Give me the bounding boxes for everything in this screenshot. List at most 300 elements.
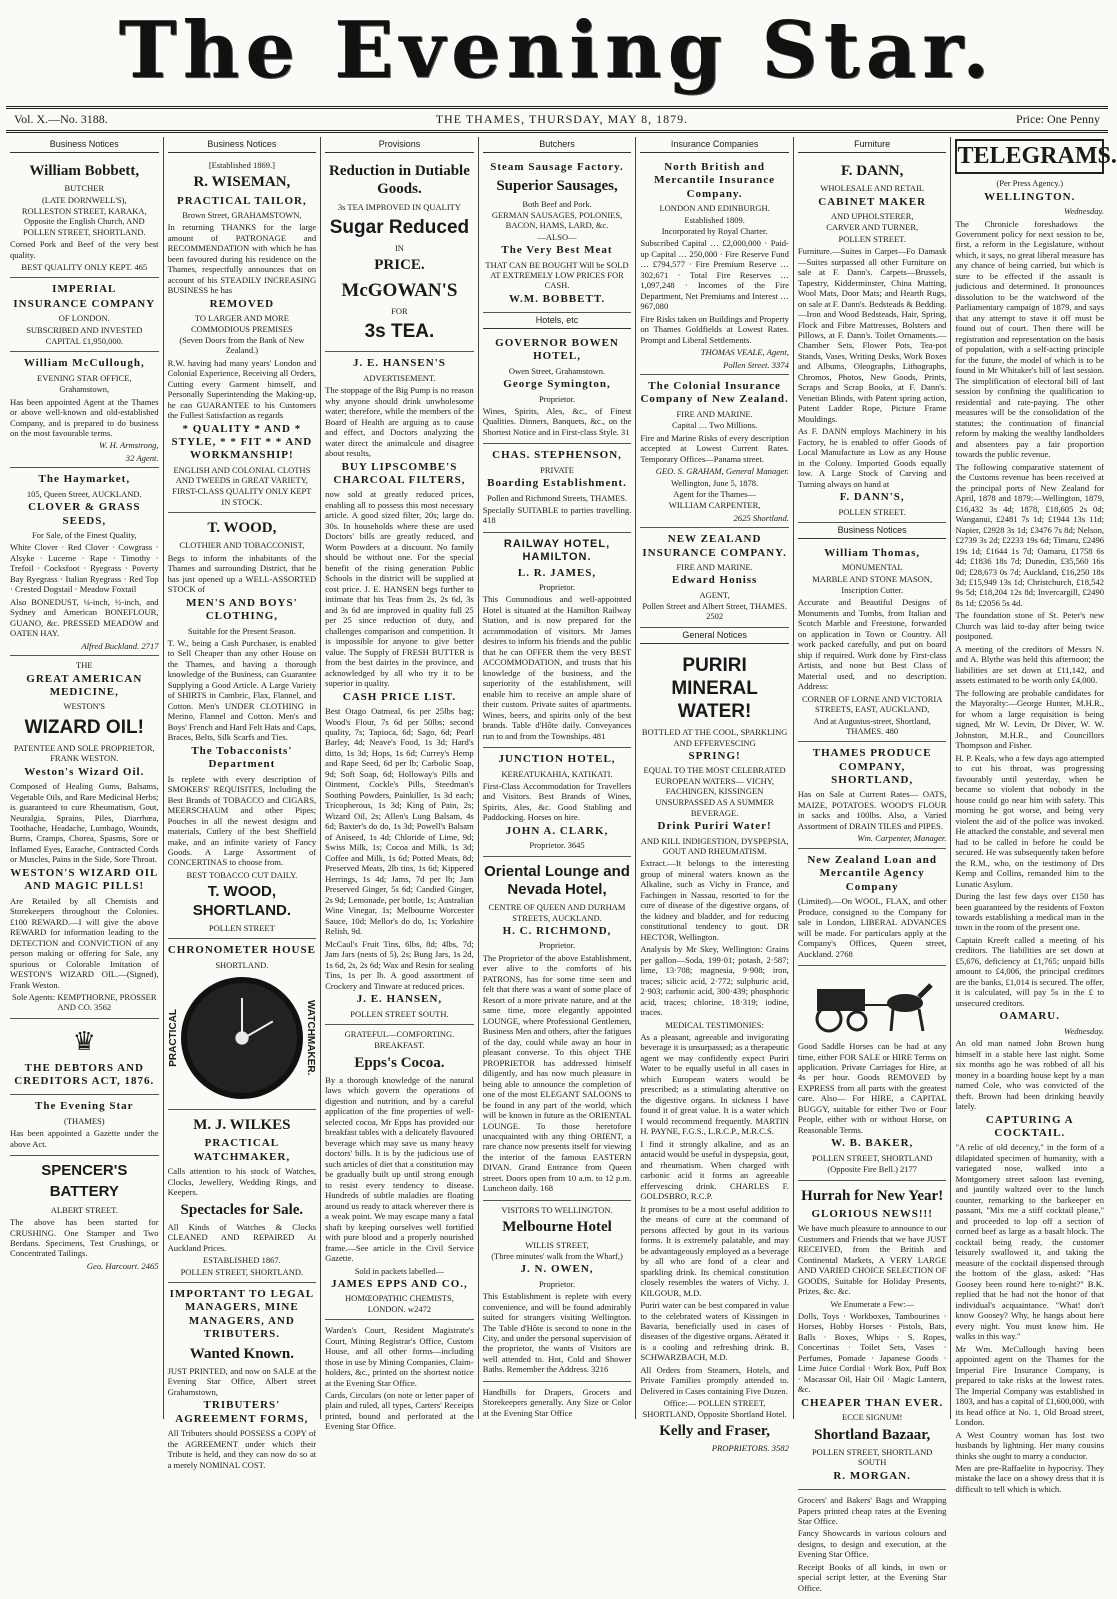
ad-proprietor: George Symington, xyxy=(503,378,611,391)
ad-footer: FIRST-CLASS QUALITY ONLY KEPT IN STOCK. xyxy=(172,486,312,507)
ad-body: All Orders from Steamers, Hotels, and Private Families promptly attended to. Delivered in Cases containing Five Dozen. xyxy=(640,1364,789,1396)
ad-heading: GLORIOUS NEWS!!! xyxy=(811,1207,933,1220)
ad-body: Begs to inform the inhabitants of the Thames and surrounding District, that he has just opened up a WELL-ASSORTED STOCK of xyxy=(167,552,317,595)
ad-heading: William Bobbett, xyxy=(29,162,140,179)
ad-subheading: LONDON AND EDINBURGH. xyxy=(659,203,770,214)
ad-body: First-Class Accommodation for Travellers and Visitors. Best Brands of Wines, Spirits, Ales, &c. Good Stabling and Paddocking. Horses on hire. xyxy=(482,780,632,823)
ad-body: All Kinds of Watches & Clocks CLEANED AND REPAIRED At Auckland Prices. xyxy=(167,1221,317,1253)
ad-subheading: BUTCHER xyxy=(64,183,105,194)
ad-body: Has been appointed a Gazette under the above Act. xyxy=(10,1128,159,1149)
ad-signature: PROPRIETORS. 3582 xyxy=(711,1443,789,1454)
ad-heading: Reduction in Dutiable Goods. xyxy=(329,162,470,198)
ad-nz-loan-mercantile xyxy=(798,849,947,966)
masthead xyxy=(6,0,1108,100)
ad-body: Has on Sale at Current Rates— OATS, MAIZE, POTATOES. WOOD'S FLOUR in sacks and 100lbs. Also, a Varied Assortment of DRAIN TILES and PIPES. xyxy=(797,789,947,831)
ad-melbourne-hotel xyxy=(483,1201,632,1382)
ad-body: Good Saddle Horses can be had at any time, either FOR SALE or HIRE Terms on application. Private Carriages for Hire, at 4s per hour. Goods REMOVED by EXPRESS from all parts with the greatest care. Also— For HIRE, a CAPITAL BUGGY, suitable for either Two or Four People, either with or without Horse, on Reasonable Terms. xyxy=(797,1041,947,1135)
ad-address: Pollen and Richmond Streets, THAMES. xyxy=(486,492,628,503)
news-paragraph: The foundation stone of St. Peter's new Church was laid to-day after being twice postponed. xyxy=(955,610,1105,642)
ad-signature: JAMES EPPS AND CO., xyxy=(331,1277,468,1290)
ad-thames-produce-company xyxy=(798,742,947,849)
ad-subheading: Suitable for the Present Season. xyxy=(187,625,296,636)
ad-headline: CABINET MAKER xyxy=(818,195,927,208)
ad-address: 105, Queen Street, AUCKLAND. xyxy=(26,488,142,499)
ad-address: Brown Street, GRAHAMSTOWN, xyxy=(182,210,302,221)
ad-governor-bowen-hotel xyxy=(483,332,632,444)
ad-body: By a thorough knowledge of the natural laws which govern the operations of digestion and nutrition, and by a careful application of the fine properties of well-selected cocoa, Mr Epps has provided our breakfast tables with a delicately flavoured beverage which may save us many heavy doctors' bills. It is by the judicious use of such articles of diet that a constitution may be gradually built up until strong enough to resist every tendency to disease. Hundreds of subtle maladies are floating around us ready to attack wherever there is a weak point. We may escape many a fatal shaft by keeping ourselves well fortified with pure blood and a properly nourished frame.—See article in the Civil Service Gazette. xyxy=(325,1074,474,1264)
volume-number: Vol. X.—No. 3188. xyxy=(14,112,108,126)
ad-text: (Three minutes' walk from the Wharf,) xyxy=(491,1250,623,1261)
ad-headline: Wanted Known. xyxy=(189,1345,294,1362)
news-paragraph: An old man named John Brown hung himself in a stable here last night. Some six months ago he was robbed of all his money in a boarding house kept by a man named Cole, who was convicted of the theft. Brown had been drinking heavily lately. xyxy=(955,1038,1105,1112)
ad-signature: Alfred Buckland. 2717 xyxy=(81,640,159,651)
ad-headline: Boarding Establishment. xyxy=(487,477,627,490)
ad-address: POLLEN STREET SOUTH. xyxy=(350,1008,449,1019)
ad-heading: The Haymarket, xyxy=(38,473,131,486)
ad-heading: RAILWAY HOTEL, HAMILTON. xyxy=(503,537,611,564)
section-header: General Notices xyxy=(640,628,789,644)
ad-body: Specially SUITABLE to parties travelling. 418 xyxy=(482,504,632,526)
news-paragraph: During the last few days over £150 has been guaranteed by the residents of Foxton towards establishing a medical man in the town in the room of the present one. xyxy=(955,891,1105,933)
ad-heading: Oriental Lounge and Nevada Hotel, xyxy=(484,862,630,898)
ad-subheading: WHOLESALE AND RETAIL xyxy=(820,183,925,194)
ad-signature: R. MORGAN. xyxy=(833,1469,911,1482)
ad-heading: William McCullough, xyxy=(23,357,145,370)
ad-text: PRICE. xyxy=(374,257,425,274)
news-paragraph: Men are pre-Raffaelite in hypocrisy. They mistake the lace on a showy dress that it is difficult to tell which is which. xyxy=(955,1462,1105,1494)
ad-signature: Wm. Carpenter, Manager. xyxy=(857,833,947,844)
place-date: THE THAMES, THURSDAY, MAY 8, 1879. xyxy=(435,112,689,126)
ad-body: Fire and Marine Risks of every description accepted at Lowest Current Rates. Temporary Offices—Panama street. xyxy=(640,432,789,464)
ad-railway-hotel xyxy=(483,533,632,748)
dispatch-day: Wednesday. xyxy=(1064,1025,1105,1036)
ad-text: Agent for the Thames— xyxy=(673,488,756,499)
ad-text: Capital … Two Millions. xyxy=(672,420,758,431)
ad-text: EQUAL TO THE MOST CELEBRATED EUROPEAN WATERS— VICHY, FACHINGEN, KISSINGEN xyxy=(643,765,786,797)
ad-established: [Established 1869.] xyxy=(208,159,275,170)
ad-body: This Commodious and well-appointed Hotel is situated at the Hamilton Railway Station, and is now prepared for the accommodation of visitors. Mr James desires to inform his friends and the public that he can OFFER them the very BEST ACCOMMODATION, and trusts that his knowledge of the business, and the superiority of the establishment, will enable him to receive an ample share of their custom. Private suites of apartments. Wines, beers, and spirits only of the best brands. Table d'Hôte daily. Conveyances run to and from the Townships. 481 xyxy=(482,594,632,741)
article-heading: CAPTURING A COCKTAIL. xyxy=(985,1113,1074,1140)
ad-subheading: For Sale, of the Finest Quality, xyxy=(32,530,137,541)
ad-body: Corned Pork and Beef of the very best quality. xyxy=(10,239,159,260)
columns xyxy=(6,137,1117,1593)
ad-heading: CHAS. STEPHENSON, xyxy=(492,449,622,462)
ad-heading: GOVERNOR BOWEN HOTEL, xyxy=(495,336,619,363)
ad-headline: 3s TEA. xyxy=(364,321,435,343)
ad-text: (LATE DORNWELL'S), xyxy=(41,194,127,205)
ad-body: Extract.—It belongs to the interesting group of mineral waters known as the Alkaline, such as Vichy in France, and Fachingen in Nassau, resorted to for the cure of disease of the digestive organs, of the kidney and bladder, and for reducing constitutional tendency to gout. DR HECTOR, Wellington. xyxy=(640,858,789,942)
ad-address: CORNER OF LORNE AND VICTORIA STREETS, EAST, AUCKLAND, xyxy=(801,693,943,715)
ad-westons-wizard-oil xyxy=(10,656,159,1019)
ad-body: Has been appointed Agent at the Thames or above well-known and old-established Company, and is prepared to do business on the most favourable terms. xyxy=(10,396,159,438)
ad-proprietor: H. C. RICHMOND, xyxy=(502,925,612,937)
ad-kicker: THE xyxy=(76,660,93,671)
ad-address: ALBERT STREET. xyxy=(50,1204,118,1215)
ad-heading: R. WISEMAN, xyxy=(193,174,291,191)
ad-banner: T. WOOD, SHORTLAND. xyxy=(192,883,292,919)
ad-wiseman-tailor xyxy=(168,156,317,513)
ad-subheading: PRACTICAL WATCHMAKER, xyxy=(193,1137,291,1163)
ad-signature: Pollen Street. 3374 xyxy=(723,359,789,370)
ad-headline: Spectacles for Sale. xyxy=(180,1201,304,1218)
ad-address: Pollen Street and Albert Street, THAMES. 2502 xyxy=(642,601,787,622)
ad-subheading: MARBLE AND STONE MASON, xyxy=(812,573,933,584)
ad-text: AND UPHOLSTERER, xyxy=(830,211,914,222)
ad-text: Proprietor. xyxy=(538,393,576,404)
news-paragraph: A meeting of the creditors of Messrs N. and A. Blythe was held this afternoon; the liabilities are set down at £11,142, and assets estimated to be worth only £4,000. xyxy=(955,643,1105,686)
column-business-notices-2 xyxy=(163,137,321,1470)
ad-established: Established 1809. xyxy=(684,214,745,225)
ad-north-british-insurance xyxy=(640,156,789,375)
ad-text: GERMAN SAUSAGES, POLONIES, BACON, HAMS, LARD, &c. xyxy=(491,210,623,231)
ad-signature: W. B. BAKER, xyxy=(831,1137,914,1150)
ad-spencers-battery xyxy=(10,1156,159,1275)
dateline xyxy=(6,106,1108,133)
ad-haymarket-seeds xyxy=(10,468,159,656)
dispatch-place: OAMARU. xyxy=(999,1010,1060,1023)
dispatch-day: Wednesday. xyxy=(1064,206,1105,217)
ad-body: All Tributers should POSSESS a COPY of the AGREEMENT under which their Tribute is held, and they can now do so at a merely NOMINAL COST. xyxy=(167,1428,317,1470)
ad-headline: TRIBUTERS' AGREEMENT FORMS, xyxy=(175,1399,309,1425)
ad-body: The Proprietor of the above Establishment, ever alive to the comforts of his PATRONS, has for some time seen and felt that there was a want of some place of Resort of a more private nature, and at the same time, more elegantly appointed LOUNGE, where Professional Gentlemen, Business Men and others, after the fatigues of the day, could while away an hour in pleasant converse. To this object THE PROPRIETOR has addressed himself diligently, and has now much pleasure in being able to announce the completion of one of the most ELEGANT SALOONS to be found in any part of the world, which will be known in future as the ORIENTAL LOUNGE. To those heretofore unacquainted with any thing ORIENT, a rare chance now presents itself for viewing the interior of the famous EASTERN DIVAN. Grand Entrance from Queen street. Doors open from 10 a.m. to 12 p.m. Luncheon daily. 168 xyxy=(482,952,632,1194)
ad-text: Sold in packets labelled— xyxy=(354,1265,445,1276)
ad-text: Wellington, June 5, 1878. xyxy=(671,477,759,488)
clock-icon xyxy=(181,977,303,1099)
ad-text: 3s TEA IMPROVED IN QUALITY xyxy=(337,201,461,212)
ad-heading: SPENCER'S xyxy=(41,1162,128,1180)
ad-body: Also BONEDUST, ¼-inch, ½-inch, and Sydney and American BONEFLOUR, GUANO, &c. PRESSED MEADOW and OATEN HAY. xyxy=(10,596,159,639)
ad-kicker: GRATEFUL—COMFORTING. xyxy=(344,1028,455,1039)
news-paragraph: Mr Wm. McCullough having been appointed agent on the Thames for the Imperial Fire Insurance Company, is prepared to take risks at the lowest rates. The Imperial Company was established in 1803, and has a capital of £1,600,000, with its head office at No. 1, Old Broad street, London. xyxy=(955,1343,1105,1428)
ad-subheading: WESTON'S xyxy=(63,701,106,712)
ad-subheading: ADVERTISEMENT. xyxy=(363,372,436,383)
ad-headline: SPRING! xyxy=(688,749,741,762)
ad-headline: McGOWAN'S xyxy=(341,279,458,301)
ad-subheading: BREAKFAST. xyxy=(374,1040,425,1051)
news-paragraph: The following are probable candidates for the Mayoralty:—George Hunter, M.H.R., for whom a large requisition is being signed, Mr W. Levin, Dr Diver, W. W. Johnston, M.H.R., and Councillors Thompson and Fisher. xyxy=(955,687,1105,751)
ad-address: Office:— POLLEN STREET, SHORTLAND, Opposite Shortland Hotel. xyxy=(642,1398,787,1419)
ad-steam-sausage-factory xyxy=(483,156,632,313)
ad-text: Proprietor. xyxy=(538,1278,576,1289)
ad-heading: IMPERIAL xyxy=(52,282,117,295)
ad-headline: BUY LIPSCOMBE'S CHARCOAL FILTERS, xyxy=(333,460,466,487)
ad-subheading: MEDICAL TESTIMONIES: xyxy=(665,1019,764,1030)
ad-established: ESTABLISHED 1867. xyxy=(203,1255,281,1266)
section-header: Provisions xyxy=(325,137,474,153)
ad-body: now sold at greatly reduced prices, enabling all to possess this most necessary article. A good sized filter, 20s; large do. 30s. In households where these are used Doctors' bills are greatly reduced, and Worm Powders at a discount. No family should be without one. For the special benefit of the rising generation Public Schools in the district will be supplied at cost price. J. E. HANSEN begs further to intimate that his Teas from 2s, 2s 6d, 3s and 3s 6d are improved in quality full 25 per 25 since reduction of duty, and challenges comparison and competition. It is impossible for anyone to give better value. The Supply of FRESH BUTTER is from the best dairies in the province, and acknowledged by all who try it to be superior in quality. xyxy=(325,489,474,689)
ad-subheading: MONUMENTAL xyxy=(841,562,903,573)
ad-body: We have much pleasure to announce to our Customers and Friends that we have JUST RECEIVED, from the British and Continental Markets, A VERY LARGE AND VARIED CHOICE SELECTION OF GOODS, Suitable for Holiday Presents, Prizes, &c. &c. xyxy=(797,1223,947,1297)
ad-text: BEST TOBACCO CUT DAILY. xyxy=(186,869,298,880)
ad-wood-clothier xyxy=(168,513,317,939)
ad-hansen-advertisement xyxy=(325,352,474,1024)
ad-heading: William Thomas, xyxy=(824,546,921,559)
ad-subheading: PRIVATE xyxy=(540,464,574,475)
ad-body: Handbills for Drapers, Grocers and Storekeepers generally. Any Size or Color at the Evening Star Office xyxy=(482,1386,632,1418)
ad-heading: M. J. WILKES xyxy=(193,1117,291,1134)
section-header: Insurance Companies xyxy=(640,137,789,153)
ad-signature: J. E. HANSEN, xyxy=(356,993,443,1006)
ad-text: CARVER AND TURNER, xyxy=(826,222,919,233)
ad-figures: Subscribed Capital … £2,000,000 · Paid-up Capital … 250,000 · Fire Reserve Fund … £794,577 · Fire Premium Reserve … 302,671 · Total Fire Reserves … 1,097,248 · Incomes of the Fire Department, Net Premiums and Interest … 967,080 xyxy=(640,238,789,312)
ad-heading: GREAT AMERICAN MEDICINE, xyxy=(26,672,143,698)
ad-heading: Epps's Cocoa. xyxy=(354,1054,445,1071)
ad-mccullough-agent xyxy=(10,352,159,468)
ad-body: As F. DANN employs Machinery in his Factory, he is enabled to offer Goods of Local Manufacture as Low as any House in the Colony. Imported Goods equally low. A Large Stock of Carving and Turning always on hand at xyxy=(797,426,947,489)
section-header: Hotels, etc xyxy=(483,313,632,329)
ad-analysis: Analysis by Mr Skey, Wellington: Grains per gallon—Soda, 199·01; potash, 2·587; lime, 13·708; magnesia, 9·908; iron, traces; silicic acid, 2·772; sulphuric acid, 2·903; carbonic acid, 300·439; phosphoric acid, traces; chlorine, 18·319; iodine, traces. xyxy=(640,944,789,1018)
side-label-right: WATCHMAKER. xyxy=(305,1000,317,1076)
ad-headline: REMOVED xyxy=(209,297,275,310)
dispatch-place: WELLINGTON. xyxy=(984,190,1076,203)
ad-heading: J. E. HANSEN'S xyxy=(353,357,446,370)
ad-proprietor: L. R. JAMES, xyxy=(517,566,597,579)
ad-body: Is replete with every description of SMOKERS' REQUISITES, Including the Best Brands of TOBACCO and CIGARS, MEERSCHAUM and other Pipes; Pouches in all the newest designs and materials, Cutlery of the best Sheffield make, and an infinite variety of Fancy Goods. A Large Assortment of CONCERTINAS to choose from. xyxy=(167,773,317,868)
ad-text: THAT CAN BE BOUGHT Will be SOLD AT EXTREMELY LOW PRICES FOR CASH. xyxy=(485,259,629,291)
ad-body: Composed of Healing Gums, Balsams, Vegetable Oils, and Rare Medicinal Herbs; is guaranteed to cure Rheumatism, Gout, Neuralgia, Sprains, Piles, Diarrhœa, Toothache, Headache, Lumbago, Wounds, Burns, Cramps, Chorea, Spasms, Sore or Inflamed Eyes, Earache, Contracted Cords or Muscles, Pains in the Side, Sore Throat. xyxy=(10,781,159,865)
ad-heading: North British and Mercantile Insurance Company. xyxy=(654,160,776,200)
ad-body: In returning THANKS for the large amount of PATRONAGE and RECOMMENDATION with which he has been favoured during his residence on the Thames, respectfully announces that on account of his STEADILY INCREASING BUSINESS he has xyxy=(167,222,317,296)
ad-signature: W.M. BOBBETT. xyxy=(508,292,606,305)
ad-list: White Clover · Red Clover · Cowgrass · Alsyke · Lucerne · Rape · Timothy · Trefoil · Cocksfoot · Ryegrass · Poverty Bay Ryegrass · Italian Ryegrass · Red Top · Crested Dogstail · Meadow Foxtail xyxy=(10,542,159,595)
ad-text: —ALSO— xyxy=(537,231,577,242)
ad-address: Owen Street, Grahamstown. xyxy=(508,365,606,376)
ad-body: Furniture.—Suites in Carpet—Fo Damask—Suites surpassed all other Furniture on sale at F. Dann's. Carpets—Brussels, Tapestry, Kidderminster, China Matting, Wool Mats, Door Mats; and Hearth Rugs, on sale at F. Dann's. Bedsteads & Bedding.—Iron and Wood Bedsteads, Hair, Spring, Flock and Fibre Mattresses, Bolsters and Pillows, at F. Dann's. Toilet Ornaments.—Chamber Sets, Flower Pots, Tea-pot Stands, Vases, Writing Desks, Work Boxes and Albums, Oleographs, Lithographs, Chromos, Photos, New Goods, Prints, Scraps and Scrap Books, at F. Dann's. Venetian Blinds, with Patent spring action, Patent Ladder Rope, Picture Frame Mouldings. xyxy=(797,246,947,424)
column-insurance-general xyxy=(635,137,793,1454)
ad-headline: Drink Puriri Water! xyxy=(657,820,772,833)
ad-imperial-insurance xyxy=(10,278,159,353)
ad-subheading: FIRE AND MARINE. xyxy=(676,408,753,419)
ad-motto: * QUALITY * AND * STYLE, * * FIT * * AND WORKMANSHIP! xyxy=(171,422,313,462)
ad-heading: NEW ZEALAND INSURANCE COMPANY. xyxy=(642,533,787,559)
ad-headline: Shortland Bazaar, xyxy=(814,1426,931,1443)
ad-body: Accurate and Beautiful Designs of Monuments and Tombs, from Italian and Scotch Marble and Freestone, forwarded on application in Town or Country. All work packed carefully, and put on board ship if required. Work done by First-class Artists, and none but Best Class of Material used, and no description. Address: xyxy=(797,597,947,692)
ad-heading: Kelly and Fraser, xyxy=(659,1423,770,1440)
ad-text: TO LARGER AND MORE COMMODIOUS PREMISES xyxy=(190,313,293,334)
ad-body: T. W., being a Cash Purchaser, is enabled to Sell Cheaper than any other House on the Thames, and having a thorough knowledge of the Business, can Guarantee Supplying a Good Article. A Large Variety of SHIRTS in Cambric, Flax, Flannel, and Cotton. Men's UNDER CLOTHING in Merino, Flannel and Cotton. Men's and Boys' French and Hard Felt Hats and Caps, Braces, Belts, Silk Scarfs and Ties. xyxy=(167,637,317,743)
section-header: Furniture xyxy=(798,137,947,153)
ad-signature: Geo. Harcourt. 2465 xyxy=(86,1260,159,1271)
column-provisions xyxy=(320,137,478,1432)
section-header: Butchers xyxy=(483,137,632,153)
ad-printing-notices xyxy=(798,1490,947,1599)
ad-body: Fire Risks taken on Buildings and Property on Thames Goldfields at Lowest Rates. Prompt and Liberal Settlements. xyxy=(640,313,789,345)
ad-body: McCaul's Fruit Tins, 6lbs, 8d; 4lbs, 7d; Jam Jars (nests of 5), 2s; Bung Jars, 1s 2d, 1s 6d, 2s, 2s 6d; Wax and Resin for sealing Tins, 1s per lb. A good assortment of Crockery and Tinware at reduced prices. xyxy=(325,938,474,991)
ad-heading: INSURANCE COMPANY xyxy=(13,297,156,310)
ad-address: ROLLESTON STREET, KARAKA, Opposite the English Church, AND POLLEN STREET, SHORTLAND. xyxy=(21,205,147,237)
ad-heading: BATTERY xyxy=(49,1183,119,1201)
ad-text: ENGLISH AND COLONIAL CLOTHS AND TWEEDS in GREAT VARIETY, xyxy=(173,464,311,486)
ad-subheading: Both Beef and Pork. xyxy=(522,198,592,209)
section-header: Business Notices xyxy=(10,137,159,153)
ad-subheading: BOTTLED AT THE COOL, SPARKLING AND EFFERVESCING xyxy=(641,727,788,748)
ad-subheading: CLOTHIER AND TOBACCONIST, xyxy=(179,540,305,551)
ad-body: As a pleasant, agreeable and invigorating beverage it is unsurpassed; as a therapeutic agent we may confidently expect Puriri Water to be equally useful in all cases in which European waters would be prescribed; as a stimulating alterative on the digestive organs. In sickness I have found it of great value. It is a water which I would recommend frequently. MARTIN H. PAYNE, F.G.S., L.R.C.P., M.R.C.S. xyxy=(640,1031,789,1137)
ad-headline: PURIRI MINERAL WATER! xyxy=(671,654,758,723)
ad-body: Puriri water can be best compared in value to the celebrated waters of Kissingen in Bavaria, beneficially used in cases of diseases of the digestive organs. Aërated it is a cooling and refreshing drink. B. SCHWARZBACH, M.D. xyxy=(640,1300,789,1363)
ad-proprietor: JOHN A. CLARK, xyxy=(505,824,609,837)
ad-headline: Superior Sausages, xyxy=(496,178,618,195)
ad-debtors-act xyxy=(10,1019,159,1096)
ad-junction-hotel xyxy=(483,748,632,856)
ad-heading: Melbourne Hotel xyxy=(502,1219,612,1236)
news-paragraph: A West Country woman has lost two husbands by lightning. Her many cousins thinks she ought to marry a conductor. xyxy=(955,1429,1105,1461)
ad-epps-cocoa xyxy=(325,1025,474,1320)
ad-text: WILLIAM CARPENTER, xyxy=(668,500,761,511)
ad-text: (Opposite Fire Bell.) 2177 xyxy=(827,1164,918,1175)
ad-mcgowans-tea xyxy=(325,156,474,352)
ad-body: Grocers' and Bakers' Bags and Wrapping Papers printed cheap rates at the Evening Star Office. xyxy=(797,1495,947,1526)
ad-text: CAPITAL £1,950,000. xyxy=(45,336,123,347)
news-paragraph: Captain Kreeft called a meeting of his creditors. The liabilities are set down at £5,676, deficiency at £1,765; unpaid bills amount to £4,006, the principal creditors are the banks, £1,014 is secured. The offer, it is calculated, will pay 5s in the £ to unsecured creditors. xyxy=(955,934,1105,1008)
ad-list: Dolls, Toys · Workboxes, Tambourines · Horses, Hobby Horses · Pistols, Bats, Balls · Boxes, Whips · S. Ropes, Concertinas · Toilet Sets, Vases · Perfumes, Pomade · Japanese Goods · Lime Juice Cordial · Work Box, Puff Box · Macassar Oil, Hair Oil · Magic Lantern, &c. xyxy=(797,1310,947,1395)
ad-heading: T. WOOD, xyxy=(207,520,277,537)
ad-signature: THOMAS VEALE, Agent, xyxy=(700,347,789,358)
section-header: Business Notices xyxy=(798,523,947,539)
ad-nz-insurance xyxy=(640,528,789,628)
horse-carriage-icon xyxy=(807,975,937,1035)
ad-bobbett-butcher xyxy=(10,156,159,278)
ad-headline: CASH PRICE LIST. xyxy=(342,690,457,703)
news-paragraph: "A relic of old decency," in the form of a dilapidated specimen of humanity, with a variegated nose, walked into a Montgomery street saloon last evening, and jauntily waltzed over to the lunch counter, remarking to the barkeeper en passant, "Mix me a stiff cocktail please," and proceeded to lop off a section of corned beef as large as a basalt block. The cocktail being ready, the customer leisurely swallowed it, and taking the measure of the cocktail dispensed through the bottom of the glass, asked: "Has Goosey been round here to-night?" B.K. replied that he had not the honor of that individual's acquaintance. "What! don't know Goosey? Why, he hangs about here every night. You must know him. He walks in this way." xyxy=(955,1142,1105,1342)
ad-wardens-court-forms xyxy=(325,1320,474,1438)
ad-text: CHEAPER THAN EVER. xyxy=(801,1396,944,1409)
ad-signature: 2625 Shortland. xyxy=(733,512,789,523)
ad-text: FOR xyxy=(391,305,408,316)
ad-subheading: FIRE AND MARINE. xyxy=(676,561,753,572)
ad-subheading: (THAMES) xyxy=(63,1115,105,1126)
ad-subheading: We Enumerate a Few:— xyxy=(830,1298,914,1309)
ad-address: POLLEN STREET, SHORTLAND. xyxy=(180,1266,304,1277)
ad-body: JUST PRINTED, and now on SALE at the Evening Star Office, Albert street Grahamstown, xyxy=(167,1366,317,1397)
newspaper-title: The Evening Star. xyxy=(118,4,996,96)
ad-text: Proprietor. 3645 xyxy=(529,840,585,851)
ad-text: SUBSCRIBED AND INVESTED xyxy=(26,324,143,335)
ad-text: IN xyxy=(394,243,404,254)
column-butchers-hotels xyxy=(478,137,636,1419)
ad-stephenson-boarding xyxy=(483,444,632,533)
ad-kicker: VISITORS TO WELLINGTON. xyxy=(501,1204,613,1215)
ad-shortland-bazaar xyxy=(798,1181,947,1491)
ad-headline: MEN'S AND BOYS' CLOTHING, xyxy=(186,596,298,623)
ad-wilkes-watchmaker xyxy=(168,1110,317,1283)
ad-body: Wines, Spirits, Ales, &c., of Finest Qualities. Dinners, Banquets, &c., on the Shortest Notice and in First-class Style. 31 xyxy=(482,405,632,437)
ad-text: Proprietor. xyxy=(538,940,576,951)
ad-text: Inscription Cutter. xyxy=(841,585,904,596)
ad-text: Proprietor. xyxy=(538,582,576,593)
news-paragraph: The following comparative statement of the Customs revenue has been received at the principal ports of New Zealand for April, 1878 and 1879:—Wellington, 1879, £16,432 3s 4d; 1878, £18,605 2s 0d; Wanganui, £2481 7s 1d; £1944 13s 11d; Napier, £2928 3s 1d; £3476 7s 8d; Nelson, £2739 3s 2d; £2233 19s 6d; Timaru, £2496 19s 1d; £1644 1s 7d; Oamaru, £1758 6s 4d; £1836 18s 7d; Dunedin, £35,560 16s 0d; £28,673 0s 7d; Auckland, £16,250 18s 3d; £15,949 13s 1d; Christchurch, £18,542 9s 5d; £18,204 12s 8d; Invercargill, £2490 8s 1d; £2056 5s 4d. xyxy=(955,461,1105,608)
ad-handbills xyxy=(483,1382,632,1424)
ad-address: WILLIS STREET, xyxy=(525,1239,589,1250)
ad-heading: THAMES PRODUCE COMPANY, SHORTLAND, xyxy=(812,747,932,787)
ad-banner-sub: POLLEN STREET xyxy=(208,922,275,933)
ad-heading: JUNCTION HOTEL, xyxy=(498,753,616,766)
news-paragraph: The Chronicle foreshadows the Government policy for next session to be, first, a reform in the Legislature, without which, it says, no great liberal measure has any chance of being carried, but which is sure to be effected if the assault is judicious and determined. It pronounces dissolution to be the watchword of the Parliamentary campaign of 1879, and says that any attempt to stave it off must be found out of court. Then there will be registration and representation on the basis of population, with a self-acting principle for the future, the model of which is to be found in Mr Whitaker's bill of last session. The simplification of electoral bill of last session by confining the qualification to residential and rate-paying. The other measures will be the consolidation of the statutes; the continuation of financial reform by making the wealthy landholders and absentees pay a fair proportion towards the public revenue. xyxy=(955,218,1105,460)
ad-body: Are Retailed by all Chemists and Storekeepers throughout the Colonies. £100 REWARD.—I will give the above REWARD for information leading to the DETECTION and CONVICTION of any person making or offering for Sale, any spurious or Colorable Imitation of WESTON'S WIZARD OIL.—(Signed), Frank Weston. xyxy=(10,895,159,990)
ad-text: ECCE SIGNUM! xyxy=(842,1412,903,1423)
ad-heading: F. DANN, xyxy=(840,162,904,179)
ad-text: AGENT, xyxy=(699,589,730,600)
ad-body: Best Otago Oatmeal, 6s per 25lbs bag; Wood's Flour, 7s 6d per 50lbs; second quality, 7s; Tapioca, 6d; Sago, 6d; Pearl Barley, 4d; Neave's Food, 1s 3d; Hard's ditto, 1s 3d; Hops, 1s 6d; Currey's Hemp and Rape Seed, 6d per lb; Carbolic Soap, 9d; Soft Soap, 6d; Holloway's Pills and Ointment, Cockle's Pills, Steedman's Soothing Powders, Painkiller, 1s 3d each; Tricopherous, 1s 3d; King of Pain, 2s; Wizard Oil, 2s; Allen's Lung Balsam, 4s 6d; Baxter's do do, 1s 3d; Powell's Balsam of Aniseed, 1s 4d; Chloride of Lime, 9d; Swiss Milk, 1s; Cocoa and Milk, 1s 3d; Coffee and Milk, 1s 6d; Potted Meats, 8d; Preserved Meats, 2lb tins, 1s 6d; Kippered Herrings, 1s 4d; Jams, 7d per lb; Jam Preserved Ginger, 5s 6d; Candied Ginger, 2s 9d; Lemonade, per bottle, 1s; Australian Wine Vinegar, 1s; Melbourne Worcester Sauce, 10d; Mellor's do do, 1s; Yorkshire Relish, 9d. xyxy=(325,706,474,937)
ad-headline: The Very Best Meat xyxy=(501,244,613,257)
ad-headline: The Tobacconists' Department xyxy=(191,744,293,771)
ad-body: The stoppage of the Big Pump is no reason why anyone should drink unwholesome water; therefore, while the members of the Board of Health are arguing as to cause and effect, and Doctors analyzing the water direct the animalcule and disagree about results, xyxy=(325,385,474,459)
ad-colonial-insurance xyxy=(640,375,789,528)
column-business-notices-1 xyxy=(6,137,163,1419)
ad-proprietor: J. N. OWEN, xyxy=(520,1263,594,1276)
ad-address: POLLEN STREET. xyxy=(838,506,906,517)
ad-body: Calls attention to his stock of Watches, Clocks, Jewellery, Wedding Rings, and Keepers. xyxy=(167,1166,317,1198)
ad-heading: New Zealand Loan and Mercantile Agency Company xyxy=(807,853,938,893)
ad-thomas-monumental-mason xyxy=(798,542,947,742)
ad-body: R.W. having had many years' London and Colonial Experience, Receiving all Orders, Cutting every Garment himself, and Personally Superintending the Making-up, he can GUARANTEE to his Customers the Fullest Satisfaction as regards xyxy=(167,357,317,421)
ad-subheading: SHORTLAND. xyxy=(215,959,269,970)
ad-body: The above has been started for CRUSHING. One Stamper and Two Berdans. Specimens, Test Crushings, or Concentrated Tailings. xyxy=(10,1217,159,1259)
royal-crest-icon: ♛ xyxy=(72,1026,96,1056)
ad-headline: Hurrah for New Year! xyxy=(801,1187,944,1204)
ad-text: Grahamstown, xyxy=(59,384,110,395)
ad-heading: Weston's Wizard Oil. xyxy=(24,765,145,778)
ad-chronometer-house xyxy=(168,939,317,1110)
ad-body: This Establishment is replete with every convenience, and will be found admirably suited for strangers visiting Wellington. The Table d'Hôte is second to none in the City, and under the personal supervision of the proprietor, the wants of Visitors are well attended to. Hot, Cold and Shower Baths. Remember the Address. 3216 xyxy=(482,1291,632,1375)
side-label-left: PRACTICAL xyxy=(167,1009,179,1067)
ad-body: (Limited).—On WOOL, FLAX, and other Produce, consigned to the Company for sale in London, LIBERAL ADVANCES will be made. For particulars apply at the Company's Offices, Queen street, Auckland. 2768 xyxy=(797,896,947,959)
ad-address: And at Augustus-street, Shortland, THAMES. 480 xyxy=(813,715,931,736)
ad-baker-livery xyxy=(798,966,947,1180)
ad-text: (Seven Doors from the Bank of New Zealand.) xyxy=(179,334,305,356)
ad-body: Fancy Showcards in various colours and designs, to design and execution, at the Evening Star Office. xyxy=(797,1528,947,1560)
ad-address: CENTRE OF QUEEN AND DURHAM STREETS, AUCKLAND. xyxy=(488,902,626,923)
ad-text: PATENTEE AND SOLE PROPRIETOR, FRANK WESTON. xyxy=(13,742,155,764)
ad-heading: THE DEBTORS AND CREDITORS ACT, 1876. xyxy=(14,1061,155,1087)
ad-headline: Sugar Reduced xyxy=(329,216,470,238)
ad-dann-cabinet-maker xyxy=(798,156,947,523)
ad-text: AND KILL INDIGESTION, DYSPEPSIA, GOUT AND RHEUMATISM. xyxy=(640,835,789,856)
ad-subheading: OF LONDON. xyxy=(58,313,110,324)
column-furniture xyxy=(793,137,951,1593)
ad-headline: CLOVER & GRASS SEEDS, xyxy=(28,501,141,527)
ad-address: POLLEN STREET, SHORTLAND xyxy=(811,1152,933,1163)
ad-address: KEREATUKAHIA, KATIKATI. xyxy=(501,768,613,779)
ad-signature: W. H. Armstrong, xyxy=(98,440,159,451)
ad-body: I find it strongly alkaline, and as an antacid would be useful in dyspepsia, gout, and rheumatism. When charged with carbonic acid it forms an agreeable effervescing drink. CHARLES F. GOLDSBRO, R.C.P. xyxy=(640,1138,789,1202)
ad-text: UNSURPASSED AS A SUMMER BEVERAGE. xyxy=(655,797,774,818)
ad-address: POLLEN STREET. xyxy=(838,233,906,244)
ad-headline: WIZARD OIL! xyxy=(24,716,144,738)
ad-address: POLLEN STREET, SHORTLAND SOUTH xyxy=(811,1446,933,1468)
ad-text: Incorporated by Royal Charter. xyxy=(661,225,768,236)
ad-heading: CHRONOMETER HOUSE xyxy=(167,944,316,957)
ad-tributers-forms xyxy=(168,1283,317,1476)
ad-signature: 32 Agent. xyxy=(125,452,159,463)
ad-puriri-mineral-water xyxy=(640,647,789,1458)
section-header: Business Notices xyxy=(168,137,317,153)
ad-footer: BEST QUALITY ONLY KEPT. 465 xyxy=(21,262,148,273)
ad-body: Warden's Court, Resident Magistrate's Court, Mining Registrar's Office, Custom House, and all other forms—including those in use by Mining Companies, Claim-holders, &c., printed on the shortest notice at the Evening Star Office. xyxy=(325,1325,474,1388)
ad-subheading: PRACTICAL TAILOR, xyxy=(177,194,307,207)
ad-signature: F. DANN'S, xyxy=(839,491,905,504)
news-paragraph: H. P. Keals, who a few days ago attempted to cut his throat, was progressing favourably until yesterday, when he became so violent that nobody in the house could go near him with safety. This morning he got worse, and being very violent the aid of the police was invoked. He attacked the constable, and several men had to be called in before he could be secured. He was subsequently taken before the R.M., who, on the testimony of Drs Kemp and Collins, remanded him to the Lunatic Asylum. xyxy=(955,752,1105,889)
price: Price: One Penny xyxy=(1016,112,1100,126)
column-telegrams xyxy=(950,137,1117,1494)
ad-subheading: EVENING STAR OFFICE, xyxy=(37,372,132,383)
telegrams-heading: TELEGRAMS. xyxy=(955,139,1104,174)
ad-heading: WESTON'S WIZARD OIL AND MAGIC PILLS! xyxy=(10,866,159,893)
ad-heading: Steam Sausage Factory. xyxy=(490,160,624,173)
ad-body: It promises to be a most useful addition to the means of cure at the command of persons affected by gout in its various forms. It is extremely palatable, and may be advantageously employed as a beverage by all who are fond of a clear and sparkling drink. Its chemical constitution closely resembles the waters of Vichy. J. KILGOUR, M.D. xyxy=(640,1203,789,1298)
ad-body: Receipt Books of all kinds, in own or special script letter, at the Evening Star Office. xyxy=(797,1561,947,1593)
ad-agents: Sole Agents: KEMPTHORNE, PROSSER AND CO. 3562 xyxy=(12,992,157,1013)
